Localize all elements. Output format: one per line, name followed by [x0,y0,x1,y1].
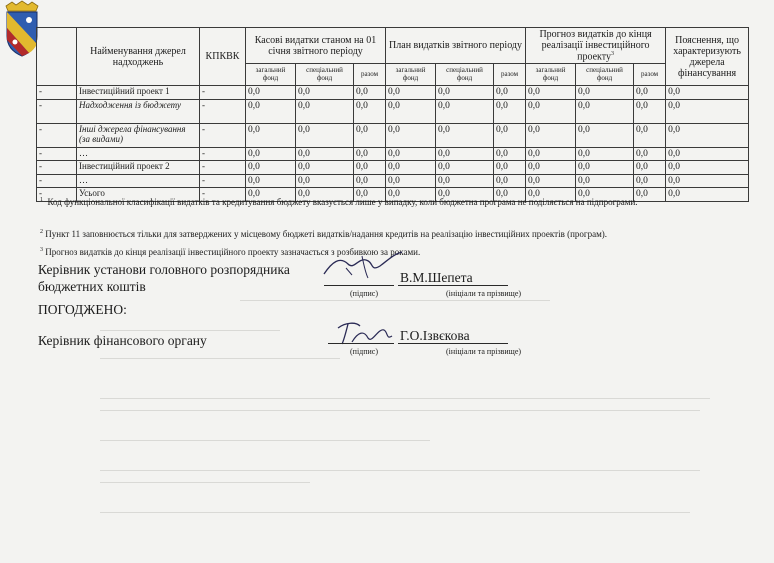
row-value-cell: 0,0 [246,86,296,99]
row-explanation-cell: 0,0 [666,188,749,201]
row-value-cell: 0,0 [436,123,494,147]
row-value-cell: 0,0 [526,188,576,201]
bleed-through-line [100,440,430,441]
row-value-cell: 0,0 [296,123,354,147]
row-value-cell: 0,0 [494,174,526,187]
row-value-cell: 0,0 [436,161,494,174]
footnote-3-mark: 3 [40,247,43,253]
header-forecast-text: Прогноз видатків до кінця реалізації інвестиційного проекту [539,29,652,63]
row-source-name: … [77,147,200,160]
row-value-cell: 0,0 [296,86,354,99]
row-value-cell: 0,0 [246,161,296,174]
row-kpkvk-cell: - [200,188,246,201]
row-code-cell: - [37,147,77,160]
row-value-cell: 0,0 [436,147,494,160]
footnote-1-text: Код функціональної класифікації видатків та кредитування бюджету вказується лише у випадку, коли бюджетна програма не поділяється на підпрограми. [47,197,638,207]
row-kpkvk-cell: - [200,161,246,174]
row-value-cell: 0,0 [634,99,666,123]
row-value-cell: 0,0 [296,147,354,160]
row-code-cell: - [37,174,77,187]
row-explanation-cell: 0,0 [666,174,749,187]
bleed-through-line [240,300,550,301]
row-value-cell: 0,0 [494,161,526,174]
row-explanation-cell: 0,0 [666,86,749,99]
head-caption-signature: (підпис) [350,289,379,298]
row-value-cell: 0,0 [296,99,354,123]
row-value-cell: 0,0 [246,188,296,201]
row-value-cell: 0,0 [354,99,386,123]
row-value-cell: 0,0 [436,86,494,99]
row-value-cell: 0,0 [436,99,494,123]
row-source-name: Інші джерела фінансування (за видами) [77,123,200,147]
budget-sources-table [36,27,749,202]
head-title-line-1: Керівник установи головного розпорядника [38,262,290,277]
row-value-cell: 0,0 [296,188,354,201]
row-kpkvk-cell: - [200,147,246,160]
footnote-2-text: Пункт 11 заповнюється тільки для затверджених у місцевому бюджеті видатків/надання кредитів на реалізацію інвестиційних проектів (програм). [45,229,608,239]
row-value-cell: 0,0 [494,188,526,201]
bleed-through-line [100,482,310,483]
row-kpkvk-cell: - [200,123,246,147]
row-value-cell: 0,0 [436,174,494,187]
subheader-general-fund: загальний фонд [386,64,436,86]
row-value-cell: 0,0 [354,188,386,201]
row-value-cell: 0,0 [526,147,576,160]
row-value-cell: 0,0 [576,188,634,201]
bleed-through-line [100,512,690,513]
subheader-general-fund: загальний фонд [246,64,296,86]
row-value-cell: 0,0 [494,86,526,99]
row-explanation-cell: 0,0 [666,161,749,174]
row-value-cell: 0,0 [576,123,634,147]
row-code-cell: - [37,188,77,201]
row-explanation-cell: 0,0 [666,99,749,123]
head-caption-name: (ініціали та прізвище) [446,289,522,298]
row-value-cell: 0,0 [526,99,576,123]
head-name: В.М.Шепета [400,270,473,285]
fin-caption-signature: (підпис) [350,347,379,356]
row-code-cell: - [37,86,77,99]
row-explanation-cell: 0,0 [666,123,749,147]
subheader-special-fund: спеціальний фонд [296,64,354,86]
row-value-cell: 0,0 [436,188,494,201]
row-source-name: Усього [77,188,200,201]
row-value-cell: 0,0 [386,99,436,123]
bleed-through-line [100,398,710,399]
fin-head-name: Г.О.Ізвєкова [400,328,470,343]
subheader-general-fund: загальний фонд [526,64,576,86]
head-title-line-2: бюджетних коштів [38,279,146,294]
table-row [37,123,749,147]
row-kpkvk-cell: - [200,99,246,123]
row-value-cell: 0,0 [386,86,436,99]
footnote-2 [40,229,748,240]
row-source-name: Інвестиційний проект 2 [77,161,200,174]
row-value-cell: 0,0 [494,123,526,147]
subheader-special-fund: спеціальний фонд [436,64,494,86]
row-kpkvk-cell: - [200,174,246,187]
subheader-total: разом [354,64,386,86]
table-body [37,86,749,201]
agreed-label: ПОГОДЖЕНО: [38,302,127,317]
bleed-through-line [100,470,700,471]
row-value-cell: 0,0 [576,161,634,174]
row-kpkvk-cell: - [200,86,246,99]
footnote-1 [40,197,748,208]
head-signature-line [324,285,394,286]
row-value-cell: 0,0 [354,161,386,174]
handwritten-signature-icon [318,248,408,282]
row-code-cell: - [37,99,77,123]
footnote-1-mark: 1 [40,197,43,203]
row-value-cell: 0,0 [246,174,296,187]
footnote-2-mark: 2 [40,229,43,235]
row-source-name: Інвестиційний проект 1 [77,86,200,99]
row-value-cell: 0,0 [526,174,576,187]
row-value-cell: 0,0 [576,86,634,99]
row-value-cell: 0,0 [296,174,354,187]
row-value-cell: 0,0 [386,174,436,187]
row-source-name: Надходження із бюджету [77,99,200,123]
row-value-cell: 0,0 [386,188,436,201]
row-value-cell: 0,0 [576,99,634,123]
table-row [37,99,749,123]
table-row [37,86,749,99]
fin-caption-name: (ініціали та прізвище) [446,347,522,356]
table-row [37,147,749,160]
row-value-cell: 0,0 [354,174,386,187]
row-value-cell: 0,0 [354,147,386,160]
row-value-cell: 0,0 [386,161,436,174]
subheader-total: разом [494,64,526,86]
row-value-cell: 0,0 [526,123,576,147]
subheader-special-fund: спеціальний фонд [576,64,634,86]
row-value-cell: 0,0 [246,123,296,147]
row-value-cell: 0,0 [526,161,576,174]
header-forecast-expenditure [526,28,666,64]
header-source-name: Найменування джерел надходжень [77,28,200,86]
fin-signature-line [328,343,394,344]
table-row [37,174,749,187]
row-source-name: … [77,174,200,187]
row-value-cell: 0,0 [576,147,634,160]
header-forecast-footnote-mark: 3 [611,51,614,57]
bleed-through-line [100,330,280,331]
row-value-cell: 0,0 [634,161,666,174]
header-code-cell [37,28,77,86]
row-value-cell: 0,0 [246,147,296,160]
footnote-3-text: Прогноз видатків до кінця реалізації інвестиційного проекту зазначається з розбивкою за роками. [45,247,421,257]
row-value-cell: 0,0 [386,123,436,147]
row-value-cell: 0,0 [246,99,296,123]
row-value-cell: 0,0 [634,188,666,201]
fin-head-title: Керівник фінансового органу [38,333,207,348]
header-plan-expenditure: План видатків звітного періоду [386,28,526,64]
header-cash-expenditure: Касові видатки станом на 01 січня звітного періоду [246,28,386,64]
row-value-cell: 0,0 [634,123,666,147]
row-code-cell: - [37,123,77,147]
table-row [37,161,749,174]
row-value-cell: 0,0 [634,86,666,99]
subheader-total: разом [634,64,666,86]
row-value-cell: 0,0 [634,147,666,160]
row-value-cell: 0,0 [494,147,526,160]
row-value-cell: 0,0 [494,99,526,123]
row-value-cell: 0,0 [386,147,436,160]
row-explanation-cell: 0,0 [666,147,749,160]
row-value-cell: 0,0 [526,86,576,99]
header-explanation: Пояснення, що характеризують джерела фінансування [666,28,749,86]
row-value-cell: 0,0 [576,174,634,187]
row-value-cell: 0,0 [634,174,666,187]
header-kpkvk: КПКВК [200,28,246,86]
bleed-through-line [100,358,340,359]
row-value-cell: 0,0 [296,161,354,174]
row-code-cell: - [37,161,77,174]
bleed-through-line [100,410,700,411]
row-value-cell: 0,0 [354,86,386,99]
row-value-cell: 0,0 [354,123,386,147]
